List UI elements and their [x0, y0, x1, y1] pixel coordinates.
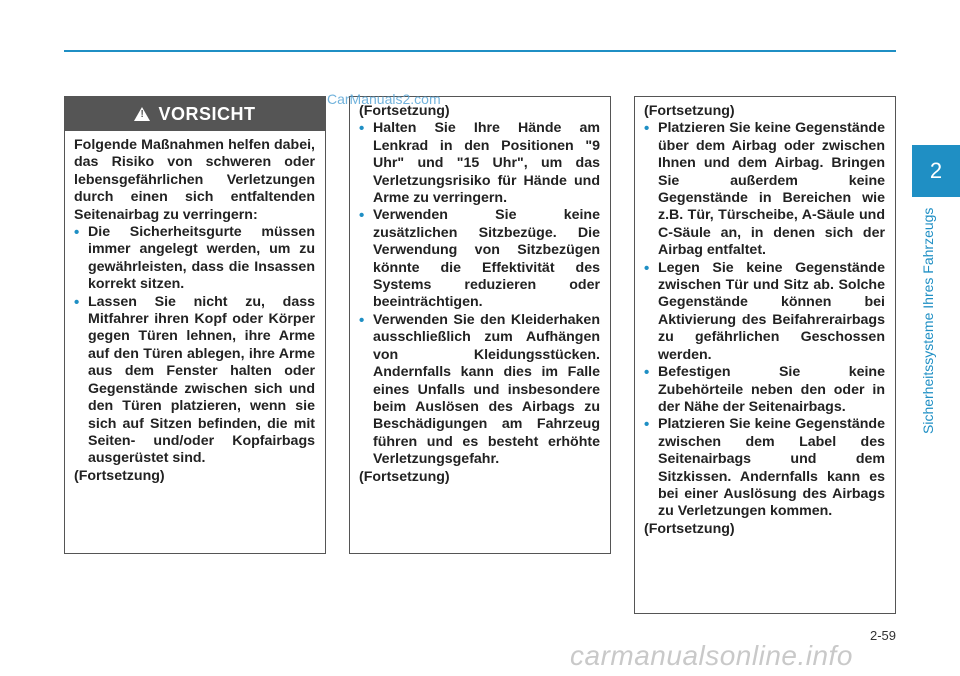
list-item: • Platzieren Sie keine Gegenstände zwischen dem Label des Seitenairbags und dem Sitzkissen. Andernfalls kann es bei einer Auslösung des Airbags zu Verletzungen kommen.	[644, 416, 885, 520]
caution-box	[64, 96, 326, 554]
watermark-top: CarManuals2.com	[327, 91, 441, 107]
continued-top-label: (Fortsetzung)	[644, 103, 735, 119]
continued-label: (Fortsetzung)	[359, 468, 450, 485]
top-rule	[64, 50, 896, 52]
chapter-tab	[912, 145, 960, 197]
caution-header	[65, 97, 325, 131]
continued-top-label: (Fortsetzung)	[359, 103, 450, 119]
chapter-number: 2	[929, 158, 943, 183]
watermark-bottom: carmanualsonline.info	[570, 640, 853, 671]
box-content	[635, 97, 895, 538]
list-item: • Lassen Sie nicht zu, dass Mitfahrer ihren Kopf oder Körper gegen Türen lehnen, ihre Arme auf den Türen ablegen, ihre Arme aus dem Fenster halten oder Gegenstände zwischen sich und den Türen platzieren, wenn sie sich auf Sitzen befinden, die mit Seiten- und/oder Kopfairbags ausgerüstet sind.	[74, 294, 315, 468]
list-item: • Befestigen Sie keine Zubehörteile neben den oder in der Nähe der Seitenairbags.	[644, 364, 885, 416]
caution-label: VORSICHT	[158, 103, 256, 124]
chapter-title	[916, 206, 940, 436]
list-item: • Legen Sie keine Gegenstände zwischen Tür und Sitz ab. Solche Gegenstände können bei Aktivierung des Beifahrerairbags zu gefährlichen Geschossen werden.	[644, 260, 885, 364]
continued-box-1	[349, 96, 611, 554]
caution-intro: Folgende Maßnahmen helfen dabei, das Risiko von schweren oder lebensgefährlichen Verletzungen durch einen sich entfaltenden Seitenairbag zu verringern:	[74, 137, 315, 223]
continued-label: (Fortsetzung)	[74, 467, 165, 484]
list-item: • Halten Sie Ihre Hände am Lenkrad in den Positionen "9 Uhr" und "15 Uhr", um das Verletzungsrisiko für Hände und Arme zu verringern.	[359, 120, 600, 207]
continued-label: (Fortsetzung)	[644, 520, 735, 537]
list-item: • Platzieren Sie keine Gegenstände über dem Airbag oder zwischen Ihnen und dem Airbag. Bringen Sie außerdem keine Gegenstände in Bereichen wie z.B. Tür, Türscheibe, A-Säule und C-Säule an, in denen sich der Airbag entfaltet.	[644, 120, 885, 259]
list-item: • Die Sicherheitsgurte müssen immer angelegt werden, um zu gewährleisten, dass die Insassen korrekt sitzen.	[74, 224, 315, 294]
page-number: 2-59	[869, 628, 896, 643]
list-item: • Verwenden Sie den Kleiderhaken ausschließlich zum Aufhängen von Kleidungsstücken. Andernfalls kann dies im Falle eines Unfalls und insbesondere beim Auslösen des Airbags zu Beschädigungen am Fahrzeug führen und es besteht erhöhte Verletzungsgefahr.	[359, 312, 600, 469]
continued-box-2	[634, 96, 896, 614]
warning-icon	[134, 107, 150, 121]
chapter-title-text: Sicherheitssysteme Ihres Fahrzeugs	[920, 207, 936, 434]
box-content	[350, 97, 610, 486]
list-item: • Verwenden Sie keine zusätzlichen Sitzbezüge. Die Verwendung von Sitzbezügen könnte die Effektivität des Systems reduzieren oder beeinträchtigen.	[359, 207, 600, 311]
caution-content	[65, 131, 325, 485]
